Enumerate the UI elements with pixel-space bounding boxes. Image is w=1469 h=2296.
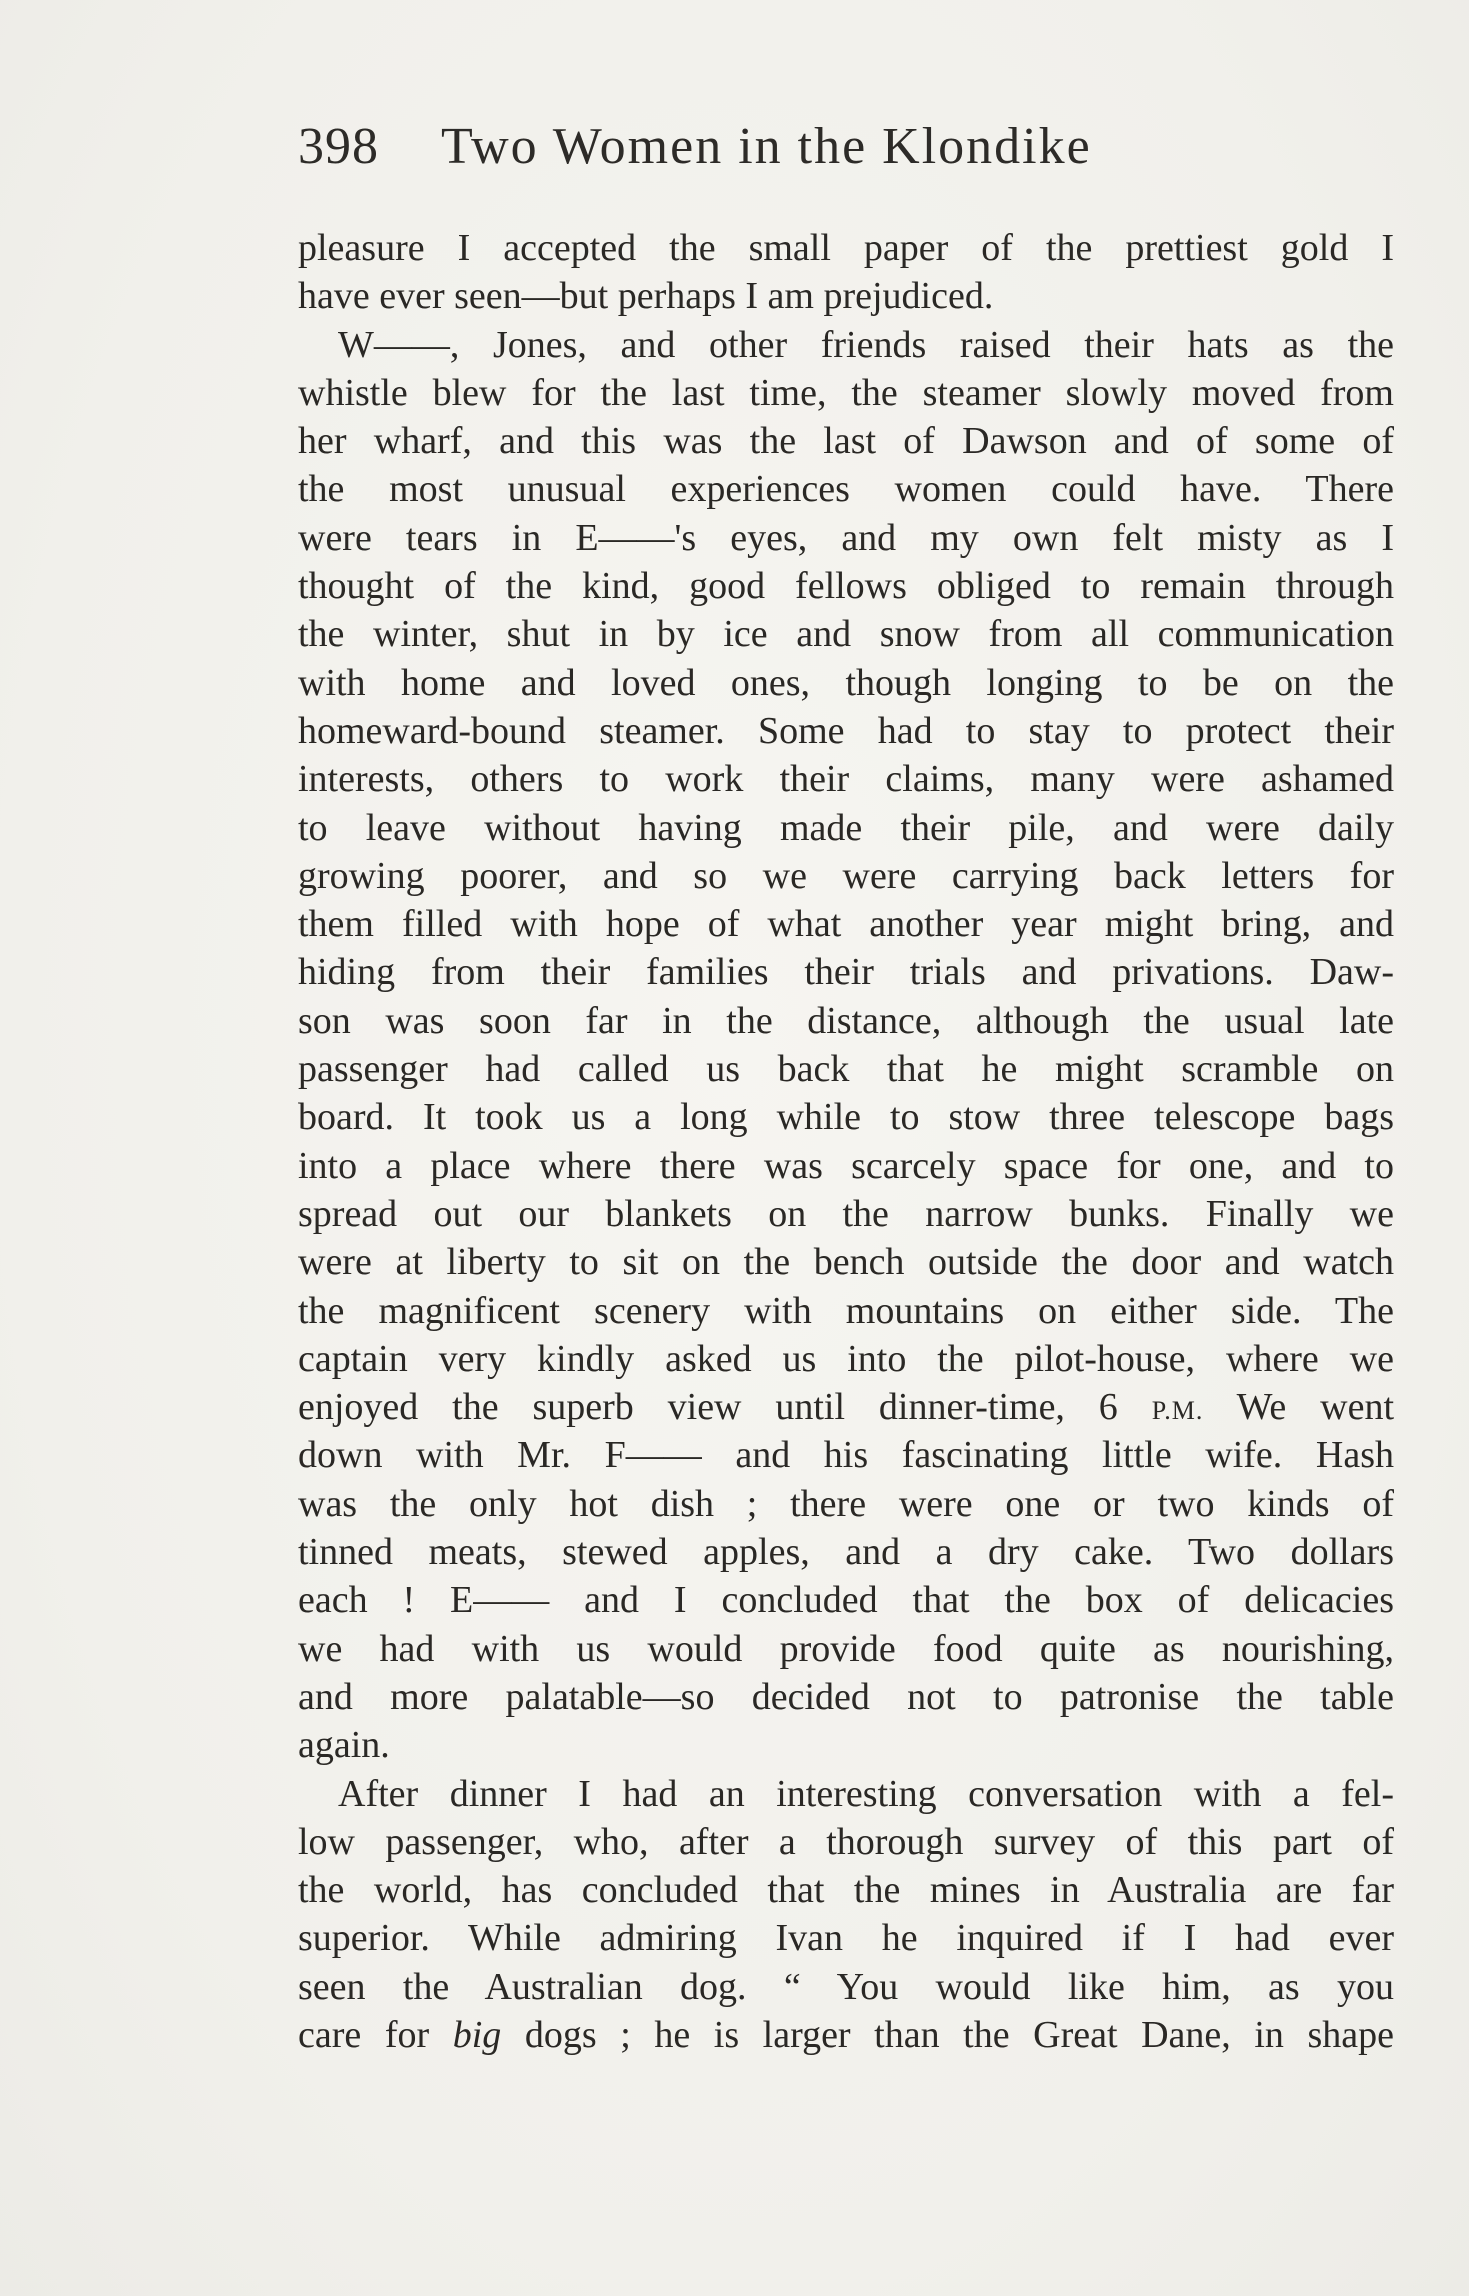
text-line: the winter, shut in by ice and snow from all communication xyxy=(298,613,1394,656)
text-line: was the only hot dish ; there were one or two kinds of xyxy=(298,1482,1394,1525)
text-line: interests, others to work their claims, many were ashamed xyxy=(298,758,1394,801)
text-line: again. xyxy=(298,1724,390,1767)
text-line: W——, Jones, and other friends raised their hats as the xyxy=(338,323,1394,366)
body-text xyxy=(298,224,1394,2059)
text-line: have ever seen—but perhaps I am prejudiced. xyxy=(298,275,994,318)
text-line: the world, has concluded that the mines in Australia are far xyxy=(298,1869,1394,1912)
text-line: captain very kindly asked us into the pilot-house, where we xyxy=(298,1337,1394,1380)
text-segment: We went xyxy=(1203,1386,1394,1429)
text-line: pleasure I accepted the small paper of the prettiest gold I xyxy=(298,227,1394,269)
text-line: superior. While admiring Ivan he inquired if I had ever xyxy=(298,1917,1394,1960)
text-line: passenger had called us back that he might scramble on xyxy=(298,1048,1394,1091)
text-line: down with Mr. F—— and his fascinating little wife. Hash xyxy=(298,1434,1394,1477)
text-line: with home and loved ones, though longing to be on the xyxy=(298,661,1394,704)
text-line: into a place where there was scarcely space for one, and to xyxy=(298,1144,1394,1187)
text-line: seen the Australian dog. “ You would like him, as you xyxy=(298,1965,1394,2008)
text-line: whistle blew for the last time, the steamer slowly moved from xyxy=(298,371,1394,414)
text-line xyxy=(298,2011,1394,2059)
text-segment: care for xyxy=(298,2013,453,2056)
text-line: the most unusual experiences women could have. There xyxy=(298,468,1394,511)
text-line: to leave without having made their pile, and were daily xyxy=(298,806,1394,849)
running-title: Two Women in the Klondike xyxy=(441,118,1092,175)
text-line: son was soon far in the distance, although the usual late xyxy=(298,999,1394,1042)
text-line: tinned meats, stewed apples, and a dry cake. Two dollars xyxy=(298,1531,1394,1574)
text-line: low passenger, who, after a thorough survey of this part of xyxy=(298,1820,1394,1863)
text-line: we had with us would provide food quite as nourishing, xyxy=(298,1627,1394,1670)
page-number: 398 xyxy=(298,118,379,175)
italic-word: big xyxy=(452,2013,502,2056)
text-line: After dinner I had an interesting conversation with a fel- xyxy=(338,1772,1394,1815)
page-header xyxy=(298,112,1398,182)
text-line: board. It took us a long while to stow three telescope bags xyxy=(298,1096,1394,1139)
text-line: hiding from their families their trials and privations. Daw- xyxy=(298,951,1394,994)
text-line: and more palatable—so decided not to patronise the table xyxy=(298,1675,1394,1718)
text-line: thought of the kind, good fellows obliged to remain through xyxy=(298,565,1394,608)
text-line: each ! E—— and I concluded that the box of delicacies xyxy=(298,1579,1394,1622)
text-line: were tears in E——'s eyes, and my own felt misty as I xyxy=(298,516,1394,559)
time-abbreviation: P.M. xyxy=(1151,1396,1204,1426)
text-segment: dogs ; he is larger than the Great Dane, in shape xyxy=(501,2013,1394,2056)
text-line: them filled with hope of what another year might bring, and xyxy=(298,903,1394,946)
text-segment: enjoyed the superb view until dinner-time, 6 xyxy=(298,1386,1152,1429)
text-line: were at liberty to sit on the bench outside the door and watch xyxy=(298,1241,1394,1284)
text-line: growing poorer, and so we were carrying back letters for xyxy=(298,854,1394,897)
text-line: the magnificent scenery with mountains on either side. The xyxy=(298,1289,1394,1332)
text-line: homeward-bound steamer. Some had to stay to protect their xyxy=(298,709,1394,752)
text-line: her wharf, and this was the last of Dawson and of some of xyxy=(298,420,1394,463)
text-line xyxy=(298,1383,1394,1431)
text-line: spread out our blankets on the narrow bunks. Finally we xyxy=(298,1192,1394,1235)
